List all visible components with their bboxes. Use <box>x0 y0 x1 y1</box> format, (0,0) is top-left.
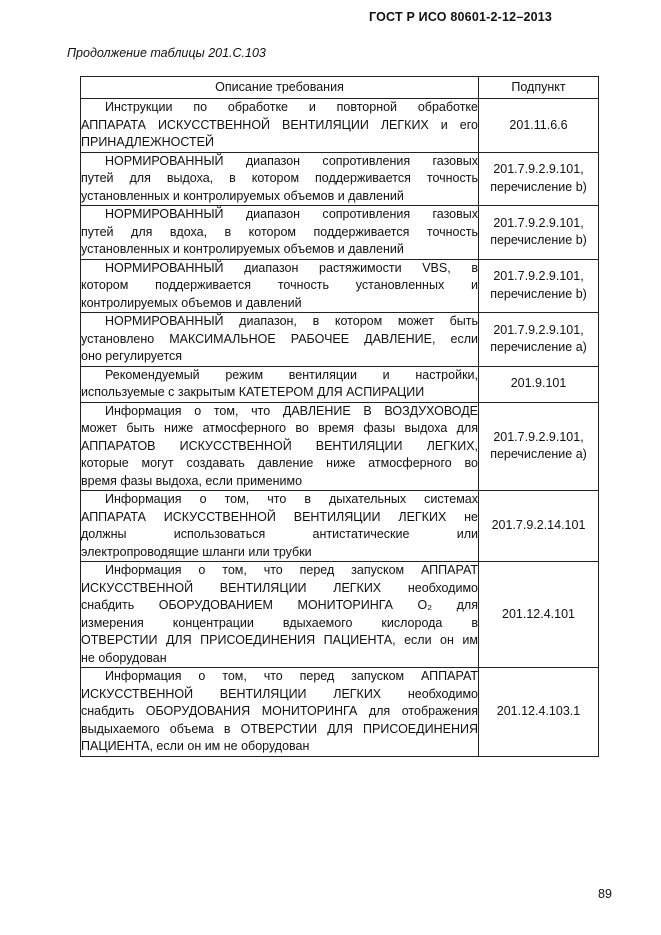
requirement-description <box>81 366 479 402</box>
subclause-line: 201.7.9.2.9.101, <box>493 215 584 230</box>
table-body <box>81 99 599 757</box>
description-line: измерения концентрации вдыхаемого кислорода в <box>81 615 478 630</box>
subclause-reference <box>479 366 599 402</box>
description-line: АППАРАТА ИСКУССТВЕННОЙ ВЕНТИЛЯЦИИ ЛЕГКИХ не <box>81 509 478 524</box>
subclause-line: 201.7.9.2.9.101, <box>493 429 584 444</box>
subclause-line: перечисление b) <box>490 233 587 248</box>
description-line: оно регулируется <box>81 349 183 363</box>
page-number: 89 <box>598 887 612 901</box>
description-line: НОРМИРОВАННЫЙ диапазон сопротивления газовых <box>105 207 478 221</box>
subclause-reference <box>479 313 599 367</box>
requirement-description <box>81 491 479 562</box>
description-line: ИСКУССТВЕННОЙ ВЕНТИЛЯЦИИ ЛЕГКИХ необходимо <box>81 686 478 701</box>
description-line: электропроводящие шланги или трубки <box>81 544 312 559</box>
description-line: путей для выдоха, в котором поддерживается точность <box>81 171 478 185</box>
requirement-description <box>81 99 479 153</box>
requirement-description <box>81 402 479 491</box>
description-line: снабдить ОБОРУДОВАНИЯ МОНИТОРИНГА для отображения <box>81 704 478 718</box>
table-row <box>81 313 599 367</box>
requirement-description <box>81 668 479 757</box>
table-row <box>81 402 599 491</box>
description-line: путей для вдоха, в котором поддерживается точность <box>81 224 478 239</box>
description-line: снабдить ОБОРУДОВАНИЕМ МОНИТОРИНГА O₂ для <box>81 598 478 612</box>
requirement-description <box>81 259 479 313</box>
requirement-description <box>81 152 479 206</box>
description-line: Информация о том, что в дыхательных системах <box>105 492 478 506</box>
requirements-table <box>80 76 599 757</box>
subclause-reference <box>479 668 599 757</box>
subclause-reference <box>479 562 599 668</box>
subclause-line: перечисление а) <box>490 340 587 355</box>
description-line: ИСКУССТВЕННОЙ ВЕНТИЛЯЦИИ ЛЕГКИХ необходимо <box>81 580 478 595</box>
table-row <box>81 99 599 153</box>
description-line: Информация о том, что перед запуском АППАРАТ <box>105 563 478 577</box>
requirement-description <box>81 313 479 367</box>
description-line: ПРИНАДЛЕЖНОСТЕЙ <box>81 135 214 149</box>
description-line: выдыхаемого объема в ОТВЕРСТИИ ДЛЯ ПРИСОЕДИНЕНИЯ <box>81 721 478 736</box>
description-line: Информация о том, что ДАВЛЕНИЕ В ВОЗДУХОВОДЕ <box>105 403 478 418</box>
description-line: ОТВЕРСТИИ ДЛЯ ПРИСОЕДИНЕНИЯ ПАЦИЕНТА, если он им <box>81 633 478 647</box>
description-line: АППАРАТОВ ИСКУССТВЕННОЙ ВЕНТИЛЯЦИИ ЛЕГКИХ, <box>81 438 478 453</box>
requirement-description <box>81 206 479 260</box>
subclause-line: 201.7.9.2.9.101, <box>493 162 584 177</box>
description-line: должны использоваться антистатические или <box>81 527 478 541</box>
requirement-description <box>81 562 479 668</box>
subclause-reference <box>479 99 599 153</box>
table-row <box>81 259 599 313</box>
description-line: НОРМИРОВАННЫЙ диапазон, в котором может быть <box>105 314 478 328</box>
description-line: Рекомендуемый режим вентиляции и настройки, <box>105 367 478 382</box>
subclause-reference <box>479 259 599 313</box>
subclause-line: 201.12.4.101 <box>502 606 575 621</box>
table-row <box>81 152 599 206</box>
subclause-line: 201.7.9.2.14.101 <box>491 518 586 533</box>
table-row <box>81 562 599 668</box>
description-line: используемые с закрытым КАТЕТЕРОМ ДЛЯ АСПИРАЦИИ <box>81 385 425 399</box>
subclause-line: перечисление b) <box>490 179 587 194</box>
subclause-line: 201.11.6.6 <box>509 117 568 132</box>
table-row <box>81 206 599 260</box>
description-line: которые могут создавать давление ниже атмосферного во <box>81 456 478 470</box>
description-line: Инструкции по обработке и повторной обработке <box>105 100 478 114</box>
subclause-reference <box>479 491 599 562</box>
description-line: установлено МАКСИМАЛЬНОЕ РАБОЧЕЕ ДАВЛЕНИЕ, если <box>81 331 478 346</box>
description-line: контролируемых объемов и давлений <box>81 295 302 310</box>
table-continuation-caption: Продолжение таблицы 201.С.103 <box>67 46 266 60</box>
subclause-line: перечисление а) <box>490 447 587 462</box>
subclause-line: 201.12.4.103.1 <box>496 704 581 718</box>
subclause-reference <box>479 152 599 206</box>
subclause-reference <box>479 206 599 260</box>
table-row <box>81 668 599 757</box>
description-line: НОРМИРОВАННЫЙ диапазон сопротивления газовых <box>105 153 478 168</box>
table-row <box>81 366 599 402</box>
description-line: может быть ниже атмосферного во время фазы выдоха для <box>81 421 478 435</box>
description-line: АППАРАТА ИСКУССТВЕННОЙ ВЕНТИЛЯЦИИ ЛЕГКИХ и его <box>81 117 478 132</box>
description-line: установленных и контролируемых объемов и давлений <box>81 242 404 256</box>
subclause-line: перечисление b) <box>490 286 587 301</box>
description-line: не оборудован <box>81 650 167 665</box>
subclause-line: 201.9.101 <box>510 376 567 391</box>
document-code-header: ГОСТ Р ИСО 80601-2-12–2013 <box>369 10 553 24</box>
subclause-line: 201.7.9.2.9.101, <box>493 269 584 284</box>
description-line: НОРМИРОВАННЫЙ диапазон растяжимости VBS, в <box>105 260 478 275</box>
description-line: установленных и контролируемых объемов и давлений <box>81 188 404 203</box>
description-line: котором поддерживается точность установленных и <box>81 278 478 292</box>
table-header-row <box>81 77 599 99</box>
table-row <box>81 491 599 562</box>
column-header-subclause: Подпункт <box>479 77 599 99</box>
description-line: ПАЦИЕНТА, если он им не оборудован <box>81 739 310 753</box>
description-line: время фазы выдоха, если применимо <box>81 473 303 488</box>
subclause-reference <box>479 402 599 491</box>
subclause-line: 201.7.9.2.9.101, <box>493 322 584 337</box>
description-line: Информация о том, что перед запуском АППАРАТ <box>105 669 478 683</box>
column-header-description: Описание требования <box>81 77 479 99</box>
